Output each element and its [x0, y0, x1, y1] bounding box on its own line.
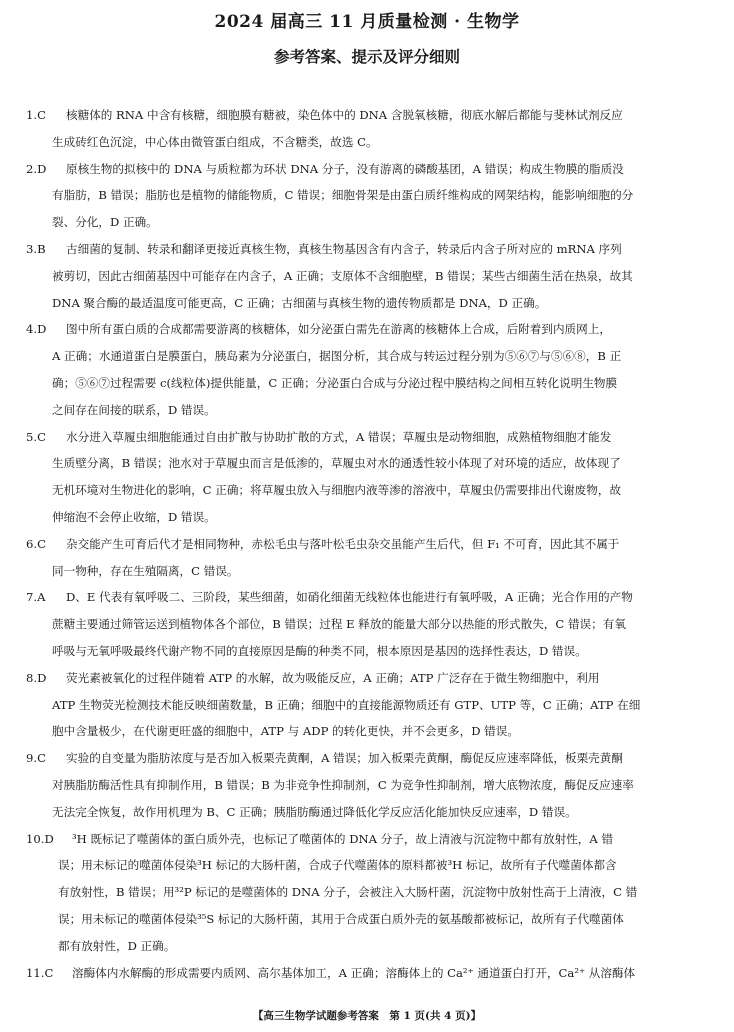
item-text-line: A 正确；水通道蛋白是膜蛋白，胰岛素为分泌蛋白，据图分析，其合成与转运过程分别为⑤⑥⑦与⑤⑥⑧，B 正	[52, 349, 622, 364]
item-text-line: 对胰脂肪酶活性具有抑制作用，B 错误；B 为非竞争性抑制剂，C 为竞争性抑制剂，增大底物浓度，酶促反应速率	[52, 777, 634, 792]
answer-item	[26, 316, 716, 423]
item-text-line: 核糖体的 RNA 中含有核糖，细胞膜有糖被，染色体中的 DNA 含脱氧核糖，彻底水解后都能与斐林试剂反应	[66, 108, 623, 122]
answer-item	[26, 584, 716, 664]
answer-item	[26, 960, 716, 987]
answer-item	[26, 424, 716, 531]
item-text-line: 实验的自变量为脂肪浓度与是否加入板栗壳黄酮，A 错误；加入板栗壳黄酮，酶促反应速率降低，板栗壳黄酮	[66, 751, 623, 766]
item-text-line: 伸缩泡不会停止收缩，D 错误。	[52, 509, 216, 524]
item-number: 9.	[26, 751, 38, 766]
page-footer: 【高三生物学试题参考答案 第 1 页(共 4 页)】	[252, 1010, 482, 1022]
item-number: 8.	[26, 670, 38, 685]
item-text-line: 同一物种，存在生殖隔离，C 错误。	[52, 563, 239, 578]
answer-list	[26, 102, 716, 986]
item-number-and-answer	[26, 826, 54, 853]
item-text-line: 有放射性，B 错误；用³²P 标记的是噬菌体的 DNA 分子，会被注入大肠杆菌，沉淀物中放射性高于上清液，C 错	[58, 885, 638, 900]
item-number: 1.	[26, 108, 38, 122]
item-answer: C	[37, 429, 46, 444]
item-text-line: 荧光素被氧化的过程伴随着 ATP 的水解，故为吸能反应，A 正确；ATP 广泛存在于微生物细胞中，利用	[66, 670, 600, 685]
page-title: 2024 届高三 11 月质量检测 · 生物学	[214, 12, 520, 32]
item-text-line: 都有放射性，D 正确。	[58, 938, 176, 953]
item-number-and-answer	[26, 960, 53, 987]
item-number-and-answer	[26, 236, 46, 263]
item-answer: C	[37, 751, 46, 766]
answer-item	[26, 665, 716, 745]
item-number-and-answer	[26, 531, 46, 558]
item-answer: B	[37, 241, 46, 256]
answer-item	[26, 745, 716, 825]
item-text-line: 之间存在间接的联系，D 错误。	[52, 402, 216, 417]
item-number: 10.	[26, 831, 45, 846]
item-text-line: DNA 聚合酶的最适温度可能更高，C 正确；古细菌与真核生物的遗传物质都是 DNA，D 正确。	[52, 295, 547, 310]
answer-item	[26, 236, 716, 316]
item-text-line: 无机环境对生物进化的影响，C 正确；将草履虫放入与细胞内液等渗的溶液中，草履虫仍需要排出代谢废物，故	[52, 483, 622, 498]
page-subtitle: 参考答案、提示及评分细则	[273, 47, 460, 66]
item-text-line: 溶酶体内水解酶的形成需要内质网、高尔基体加工，A 正确；溶酶体上的 Ca²⁺ 通道蛋白打开，Ca²⁺ 从溶酶体	[72, 965, 636, 980]
item-text-line: 生质壁分离，B 错误；池水对于草履虫而言是低渗的，草履虫对水的通透性较小体现了对环境的适应，故体现了	[52, 456, 621, 471]
item-number: 7.	[26, 590, 38, 605]
item-text-line: 原核生物的拟核中的 DNA 与质粒都为环状 DNA 分子，没有游离的磷酸基团，A 错误；构成生物膜的脂质没	[66, 161, 624, 176]
item-number-and-answer	[26, 102, 46, 129]
item-number: 5.	[26, 429, 38, 444]
item-text-line: 水分进入草履虫细胞能通过自由扩散与协助扩散的方式，A 错误；草履虫是动物细胞，成熟植物细胞才能发	[66, 429, 612, 444]
item-number: 4.	[26, 322, 38, 337]
item-text-line: 古细菌的复制、转录和翻译更接近真核生物，真核生物基因含有内含子，转录后内含子所对应的 mRNA 序列	[66, 241, 622, 256]
item-number: 11.	[26, 965, 45, 980]
item-text-line: 呼吸与无氧呼吸最终代谢产物不同的直接原因是酶的种类不同，根本原因是基因的选择性表达，D 错误。	[52, 643, 587, 658]
item-text-line: 生成砖红色沉淀，中心体由微管蛋白组成，不含糖类，故选 C。	[52, 134, 378, 149]
item-text-line: 裂、分化，D 正确。	[52, 215, 158, 230]
item-number-and-answer	[26, 156, 46, 183]
item-answer: D	[37, 161, 47, 176]
item-text-line: 误；用未标记的噬菌体侵染³H 标记的大肠杆菌，合成子代噬菌体的原料都被³H 标记，故所有子代噬菌体都含	[58, 858, 617, 873]
item-answer: D	[37, 670, 47, 685]
item-answer: D	[37, 322, 47, 337]
answer-item	[26, 102, 716, 156]
item-number-and-answer	[26, 316, 46, 343]
item-text-line: 无法完全恢复，故作用机理为 B、C 正确；胰脂肪酶通过降低化学反应活化能加快反应速率，D 错误。	[52, 804, 577, 819]
item-number-and-answer	[26, 424, 46, 451]
answer-item	[26, 156, 716, 236]
item-text-line: 胞中含量极少，在代谢更旺盛的细胞中，ATP 与 ADP 的转化更快，并不会更多，D 错误。	[52, 724, 519, 739]
item-number-and-answer	[26, 745, 46, 772]
item-text-line: D、E 代表有氧呼吸二、三阶段，某些细菌，如硝化细菌无线粒体也能进行有氧呼吸，A 正确；光合作用的产物	[66, 590, 633, 605]
item-answer: C	[44, 965, 54, 980]
item-text-line: 图中所有蛋白质的合成都需要游离的核糖体，如分泌蛋白需先在游离的核糖体上合成，后附着到内质网上，	[66, 322, 611, 337]
item-number-and-answer	[26, 665, 46, 692]
item-number: 2.	[26, 161, 38, 176]
item-text-line: 蔗糖主要通过筛管运送到植物体各个部位，B 错误；过程 E 释放的能量大部分以热能的形式散失，C 错误；有氧	[52, 617, 626, 632]
item-text-line: 有脂肪，B 错误；脂肪也是植物的储能物质，C 错误；细胞骨架是由蛋白质纤维构成的网架结构，能影响细胞的分	[52, 188, 634, 203]
item-answer: D	[44, 831, 54, 846]
item-text-line: ATP 生物荧光检测技术能反映细菌数量，B 正确；细胞中的直接能源物质还有 GTP、UTP 等，C 正确；ATP 在细	[52, 697, 641, 712]
answer-item	[26, 826, 716, 960]
item-number: 3.	[26, 241, 38, 256]
item-answer: A	[37, 590, 46, 605]
item-answer: C	[37, 536, 46, 551]
item-text-line: 杂交能产生可育后代才是相同物种，赤松毛虫与落叶松毛虫杂交虽能产生后代，但 F₁ 不可育，因此其不属于	[66, 536, 620, 551]
answer-item	[26, 531, 716, 585]
item-text-line: 确；⑤⑥⑦过程需要 c(线粒体)提供能量，C 正确；分泌蛋白合成与分泌过程中膜结构之间相互转化说明生物膜	[52, 375, 618, 390]
item-number-and-answer	[26, 584, 45, 611]
item-number: 6.	[26, 536, 38, 551]
item-text-line: 被剪切，因此古细菌基因中可能存在内含子，A 正确；支原体不含细胞壁，B 错误；某些古细菌生活在热泉，故其	[52, 268, 633, 283]
item-answer: C	[37, 108, 46, 122]
item-text-line: 误；用未标记的噬菌体侵染³⁵S 标记的大肠杆菌，其用于合成蛋白质外壳的氨基酸都被标记，故所有子代噬菌体	[58, 911, 624, 926]
item-text-line: ³H 既标记了噬菌体的蛋白质外壳，也标记了噬菌体的 DNA 分子，故上清液与沉淀物中都有放射性，A 错	[72, 831, 614, 846]
